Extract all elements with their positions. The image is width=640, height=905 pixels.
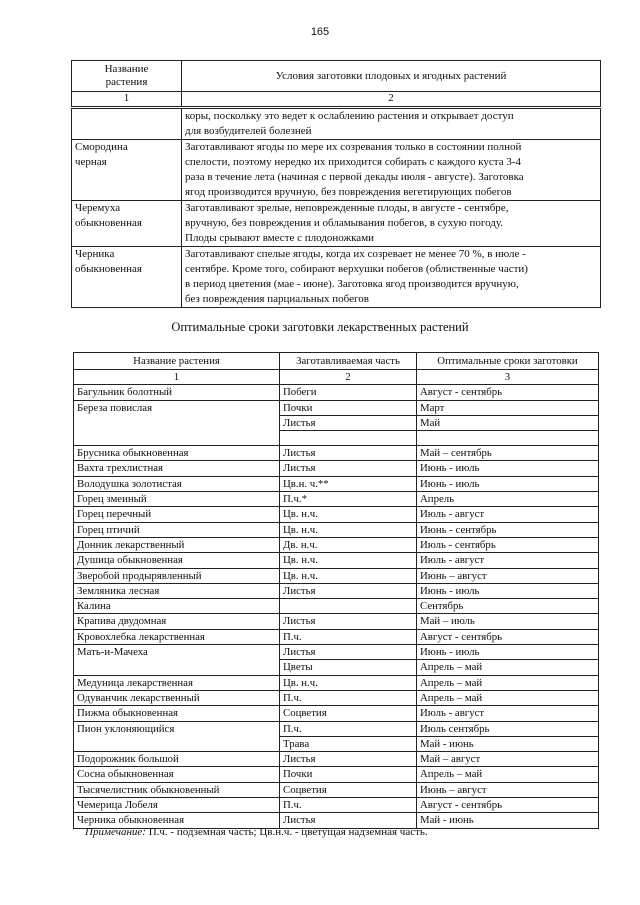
footnote <box>85 826 428 838</box>
plant-part-cell <box>280 431 417 446</box>
harvest-period-cell: Май - июнь <box>417 736 599 751</box>
harvest-period-cell: Июнь - июль <box>417 645 599 660</box>
plant-part-cell: Листья <box>280 614 417 629</box>
harvest-period-cell: Июнь – август <box>417 782 599 797</box>
plant-name-cell: Береза повислая <box>74 400 280 446</box>
plant-name-cell: Донник лекарственный <box>74 537 280 552</box>
harvest-period-cell: Июль - август <box>417 507 599 522</box>
text-line: Черника <box>75 248 115 260</box>
harvest-period-cell <box>417 431 599 446</box>
text-line: Черемуха <box>75 202 121 214</box>
table-header-row <box>74 353 599 370</box>
conditions-cell <box>182 201 601 247</box>
harvest-period-cell: Июнь – август <box>417 568 599 583</box>
plant-name-cell: Вахта трехлистная <box>74 461 280 476</box>
plant-name-cell: Тысячелистник обыкновенный <box>74 782 280 797</box>
harvest-period-cell: Июнь - июль <box>417 461 599 476</box>
table-row <box>72 108 601 140</box>
header-cell-conditions: Условия заготовки плодовых и ягодных растений <box>182 61 601 92</box>
plant-part-cell: Соцветия <box>280 782 417 797</box>
harvest-period-cell: Июнь - июль <box>417 583 599 598</box>
harvest-period-cell: Июнь - сентябрь <box>417 522 599 537</box>
plant-part-cell: Цв. н.ч. <box>280 522 417 537</box>
plant-part-cell: Трава <box>280 736 417 751</box>
table-row <box>74 706 599 721</box>
plant-part-cell: Листья <box>280 583 417 598</box>
plant-part-cell: Почки <box>280 400 417 415</box>
plant-part-cell: П.ч. <box>280 629 417 644</box>
table-row <box>74 721 599 736</box>
plant-name-cell <box>72 247 182 308</box>
harvest-period-cell: Апрель <box>417 492 599 507</box>
plant-part-cell: Почки <box>280 767 417 782</box>
plant-name-cell: Володушка золотистая <box>74 476 280 491</box>
harvest-period-cell: Июль - август <box>417 706 599 721</box>
text-line: растения <box>105 76 148 88</box>
plant-name-cell: Одуванчик лекарственный <box>74 690 280 705</box>
table-row <box>74 385 599 400</box>
column-number: 1 <box>74 370 280 385</box>
plant-part-cell <box>280 599 417 614</box>
harvest-period-cell: Май – сентябрь <box>417 446 599 461</box>
text-line: обыкновенная <box>75 217 142 229</box>
table-row <box>74 583 599 598</box>
text-line: без повреждения парциальных побегов <box>185 293 369 305</box>
text-line: спелости, поэтому нередко их приходится собирать с каждого куста 3-4 <box>185 156 522 168</box>
harvest-period-cell: Август - сентябрь <box>417 798 599 813</box>
harvest-period-cell: Сентябрь <box>417 599 599 614</box>
text-line: обыкновенная <box>75 263 142 275</box>
plant-part-cell: Листья <box>280 752 417 767</box>
harvest-periods-table <box>73 352 599 829</box>
header-cell: Оптимальные сроки заготовки <box>417 353 599 370</box>
table-row <box>74 599 599 614</box>
table-row <box>74 553 599 568</box>
harvest-period-cell: Август - сентябрь <box>417 629 599 644</box>
column-number: 2 <box>182 92 601 108</box>
plant-part-cell: П.ч.* <box>280 492 417 507</box>
harvest-conditions-table <box>71 60 601 308</box>
text-line: Заготавливают спелые ягоды, когда их созревает не менее 70 %, в июле - <box>185 248 526 260</box>
plant-part-cell: П.ч. <box>280 798 417 813</box>
table-row <box>74 507 599 522</box>
plant-name-cell: Земляника лесная <box>74 583 280 598</box>
plant-name-cell: Багульник болотный <box>74 385 280 400</box>
plant-part-cell: Цв. н.ч. <box>280 553 417 568</box>
table-row <box>74 461 599 476</box>
plant-part-cell: Листья <box>280 813 417 828</box>
plant-part-cell: Цветы <box>280 660 417 675</box>
page-number: 165 <box>310 26 330 38</box>
harvest-period-cell: Август - сентябрь <box>417 385 599 400</box>
text-line: сентябре. Кроме того, собирают верхушки побегов (облиственные части) <box>185 263 528 275</box>
plant-name-cell: Крапива двудомная <box>74 614 280 629</box>
plant-part-cell: Цв. н.ч. <box>280 675 417 690</box>
harvest-period-cell: Июнь - июль <box>417 476 599 491</box>
plant-name-cell: Брусника обыкновенная <box>74 446 280 461</box>
text-line: Смородина <box>75 141 128 153</box>
text-line: Плоды срывают вместе с плодоножками <box>185 232 375 244</box>
harvest-period-cell: Июль - август <box>417 553 599 568</box>
header-cell-name <box>72 61 182 92</box>
text-line: черная <box>75 156 107 168</box>
text-line: Заготавливают зрелые, неповрежденные плоды, в августе - сентябре, <box>185 202 509 214</box>
plant-name-cell: Сосна обыкновенная <box>74 767 280 782</box>
harvest-period-cell: Май - июнь <box>417 813 599 828</box>
plant-name-cell: Горец птичий <box>74 522 280 537</box>
table-row <box>74 492 599 507</box>
table-row <box>74 568 599 583</box>
header-cell: Название растения <box>74 353 280 370</box>
harvest-period-cell: Май <box>417 415 599 430</box>
harvest-period-cell: Апрель – май <box>417 767 599 782</box>
table-row <box>74 752 599 767</box>
table-row <box>74 767 599 782</box>
harvest-period-cell: Апрель – май <box>417 675 599 690</box>
plant-name-cell: Калина <box>74 599 280 614</box>
plant-part-cell: Соцветия <box>280 706 417 721</box>
text-line: вручную, без повреждения и обламывания побегов, в сухую погоду. <box>185 217 504 229</box>
table-row <box>74 400 599 415</box>
footnote-label: Примечание: <box>85 826 146 838</box>
harvest-period-cell: Май – июль <box>417 614 599 629</box>
table-header-row <box>72 61 601 92</box>
plant-name-cell <box>72 201 182 247</box>
plant-part-cell: Дв. н.ч. <box>280 537 417 552</box>
text-line: Заготавливают ягоды по мере их созревания только в состоянии полной <box>185 141 522 153</box>
plant-name-cell <box>72 140 182 201</box>
column-number-row <box>74 370 599 385</box>
plant-part-cell: Листья <box>280 461 417 476</box>
plant-name-cell: Кровохлебка лекарственная <box>74 629 280 644</box>
harvest-period-cell: Июль сентябрь <box>417 721 599 736</box>
plant-part-cell: П.ч. <box>280 690 417 705</box>
harvest-period-cell: Июль - сентябрь <box>417 537 599 552</box>
table-row <box>72 140 601 201</box>
table-row <box>72 201 601 247</box>
column-number: 2 <box>280 370 417 385</box>
text-line: раза в течение лета (начиная с первой декады июля - августе). Заготовка <box>185 171 524 183</box>
footnote-text: П.ч. - подземная часть; Цв.н.ч. - цветущая надземная часть. <box>148 826 428 838</box>
table-row <box>74 690 599 705</box>
table-row <box>74 629 599 644</box>
plant-part-cell: П.ч. <box>280 721 417 736</box>
table-row <box>74 476 599 491</box>
plant-name-cell: Черника обыкновенная <box>74 813 280 828</box>
plant-part-cell: Листья <box>280 645 417 660</box>
plant-part-cell: Цв.н. ч.** <box>280 476 417 491</box>
text-line: в период цветения (мае - июне). Заготовка ягод производится вручную, <box>185 278 519 290</box>
conditions-cell <box>182 108 601 140</box>
plant-name-cell: Пижма обыкновенная <box>74 706 280 721</box>
plant-name-cell: Зверобой продырявленный <box>74 568 280 583</box>
conditions-cell <box>182 247 601 308</box>
header-cell: Заготавливаемая часть <box>280 353 417 370</box>
plant-part-cell: Цв. н.ч. <box>280 507 417 522</box>
text-line: для возбудителей болезней <box>185 125 312 137</box>
table-caption: Оптимальные сроки заготовки лекарственных растений <box>171 320 469 334</box>
plant-part-cell: Побеги <box>280 385 417 400</box>
plant-part-cell: Цв. н.ч. <box>280 568 417 583</box>
plant-name-cell: Пион уклоняющийся <box>74 721 280 752</box>
plant-name-cell: Душица обыкновенная <box>74 553 280 568</box>
plant-part-cell: Листья <box>280 415 417 430</box>
plant-name-cell <box>72 108 182 140</box>
column-number: 1 <box>72 92 182 108</box>
harvest-period-cell: Апрель – май <box>417 690 599 705</box>
table-row <box>74 446 599 461</box>
text-line: ягод производится вручную, без повреждения вегетирующих побегов <box>185 186 512 198</box>
plant-name-cell: Мать-и-Мачеха <box>74 645 280 676</box>
column-number-row <box>72 92 601 108</box>
plant-name-cell: Подорожник большой <box>74 752 280 767</box>
table-row <box>72 247 601 308</box>
text-line: коры, поскольку это ведет к ослаблению растения и открывает доступ <box>185 110 514 122</box>
plant-name-cell: Медуница лекарственная <box>74 675 280 690</box>
plant-part-cell: Листья <box>280 446 417 461</box>
table-row <box>74 537 599 552</box>
column-number: 3 <box>417 370 599 385</box>
table-row <box>74 522 599 537</box>
table-row <box>74 782 599 797</box>
harvest-period-cell: Март <box>417 400 599 415</box>
harvest-period-cell: Апрель – май <box>417 660 599 675</box>
plant-name-cell: Горец перечный <box>74 507 280 522</box>
conditions-cell <box>182 140 601 201</box>
harvest-period-cell: Май – август <box>417 752 599 767</box>
table-row <box>74 798 599 813</box>
table-row <box>74 645 599 660</box>
plant-name-cell: Чемерица Лобеля <box>74 798 280 813</box>
plant-name-cell: Горец змеиный <box>74 492 280 507</box>
table-row <box>74 675 599 690</box>
text-line: Название <box>104 63 149 75</box>
table-row <box>74 614 599 629</box>
